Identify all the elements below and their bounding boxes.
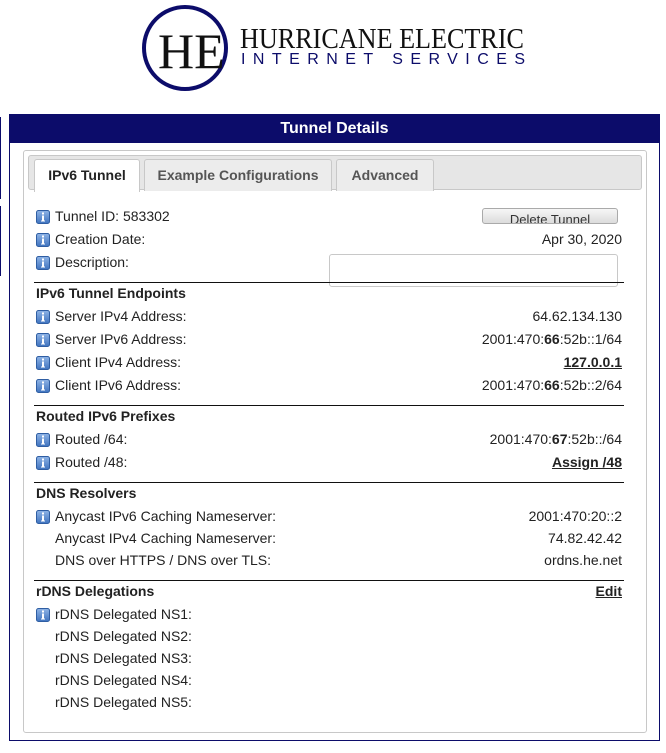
- rdns-ns5-label: rDNS Delegated NS5:: [55, 694, 192, 710]
- routed-64-row: [36, 429, 622, 449]
- info-icon[interactable]: [36, 607, 50, 621]
- client-ipv4-label: Client IPv4 Address:: [55, 354, 182, 370]
- server-ipv6-value: [482, 329, 622, 349]
- server-ipv6-suffix: :52b::1/64: [559, 331, 622, 347]
- info-icon[interactable]: [36, 378, 50, 392]
- client-ipv6-prefix: 2001:470:: [481, 377, 545, 393]
- routed-64-value: [490, 429, 622, 449]
- tab-example-configurations[interactable]: Example Configurations: [144, 159, 332, 191]
- section-title-routed: Routed IPv6 Prefixes: [36, 408, 176, 424]
- client-ipv6-bold: 66: [544, 377, 560, 393]
- creation-date-label: Creation Date:: [55, 231, 146, 247]
- client-ipv4-row: [36, 352, 622, 372]
- anycast-ipv4-value: 74.82.42.42: [548, 530, 622, 546]
- logo-letters: HE: [158, 23, 225, 79]
- routed-64-suffix: :52b::/64: [567, 431, 622, 447]
- rdns-ns1-row: [36, 604, 622, 624]
- tunnel-details-container: [9, 114, 660, 741]
- info-icon[interactable]: [36, 255, 50, 269]
- delete-tunnel-button[interactable]: Delete Tunnel: [482, 208, 618, 224]
- info-icon[interactable]: [36, 455, 50, 469]
- section-title-rdns: [36, 580, 622, 602]
- client-ipv6-value: [482, 375, 622, 395]
- logo-mark: [0, 0, 666, 100]
- anycast-ipv6-label: Anycast IPv6 Caching Nameserver:: [55, 508, 276, 524]
- creation-date-value: Apr 30, 2020: [541, 231, 622, 247]
- panel-title: Tunnel Details: [10, 114, 659, 143]
- info-icon[interactable]: [36, 209, 50, 223]
- server-ipv6-prefix: 2001:470:: [481, 331, 545, 347]
- rdns-title: rDNS Delegations: [36, 583, 155, 599]
- client-ipv6-label: Client IPv6 Address:: [55, 377, 182, 393]
- client-ipv6-suffix: :52b::2/64: [559, 377, 622, 393]
- doh-value: ordns.he.net: [544, 552, 622, 568]
- info-icon[interactable]: [36, 509, 50, 523]
- server-ipv4-value: 64.62.134.130: [532, 308, 622, 324]
- info-icon[interactable]: [36, 309, 50, 323]
- hurricane-electric-logo[interactable]: [0, 0, 666, 100]
- rdns-ns3-row: [36, 648, 622, 668]
- info-icon[interactable]: [36, 232, 50, 246]
- section-title-dns: DNS Resolvers: [36, 485, 137, 501]
- doh-label: DNS over HTTPS / DNS over TLS:: [55, 552, 272, 568]
- routed-64-label: Routed /64:: [55, 431, 128, 447]
- doh-row: [36, 550, 622, 570]
- tunnel-id: Tunnel ID: 583302: [55, 208, 170, 224]
- server-ipv4-label: Server IPv4 Address:: [55, 308, 187, 324]
- info-icon[interactable]: [36, 432, 50, 446]
- rdns-ns1-label: rDNS Delegated NS1:: [55, 606, 192, 622]
- left-edge-mark: [0, 206, 1, 276]
- rdns-ns4-label: rDNS Delegated NS4:: [55, 672, 192, 688]
- routed-48-row: [36, 452, 622, 472]
- rdns-ns4-row: [36, 670, 622, 690]
- tab-ipv6-tunnel[interactable]: IPv6 Tunnel: [34, 159, 140, 192]
- brand-line1: HURRICANE ELECTRIC: [240, 24, 524, 55]
- left-edge-mark: [0, 117, 1, 199]
- tab-advanced[interactable]: Advanced: [336, 159, 434, 191]
- server-ipv6-row: [36, 329, 622, 349]
- routed-48-label: Routed /48:: [55, 454, 128, 470]
- anycast-ipv4-row: [36, 528, 622, 548]
- info-icon[interactable]: [36, 355, 50, 369]
- anycast-ipv4-label: Anycast IPv4 Caching Nameserver:: [55, 530, 276, 546]
- edit-rdns-link[interactable]: Edit: [595, 583, 622, 599]
- creation-date-row: [36, 229, 622, 249]
- client-ipv4-link[interactable]: 127.0.0.1: [563, 354, 622, 370]
- anycast-ipv6-row: [36, 506, 622, 526]
- brand-line2: INTERNET SERVICES: [241, 51, 525, 68]
- rdns-ns3-label: rDNS Delegated NS3:: [55, 650, 192, 666]
- server-ipv6-label: Server IPv6 Address:: [55, 331, 187, 347]
- section-title-endpoints: IPv6 Tunnel Endpoints: [36, 285, 186, 301]
- anycast-ipv6-value: 2001:470:20::2: [528, 508, 622, 524]
- rdns-ns5-row: [36, 692, 622, 712]
- server-ipv6-bold: 66: [544, 331, 560, 347]
- assign-48-link[interactable]: Assign /48: [551, 454, 622, 470]
- server-ipv4-row: [36, 306, 622, 326]
- routed-64-prefix: 2001:470:: [489, 431, 552, 447]
- info-icon[interactable]: [36, 332, 50, 346]
- rdns-ns2-row: [36, 626, 622, 646]
- rdns-ns2-label: rDNS Delegated NS2:: [55, 628, 192, 644]
- tab-bar: [28, 155, 642, 190]
- description-label: Description:: [55, 254, 129, 270]
- routed-64-bold: 67: [551, 431, 568, 447]
- client-ipv6-row: [36, 375, 622, 395]
